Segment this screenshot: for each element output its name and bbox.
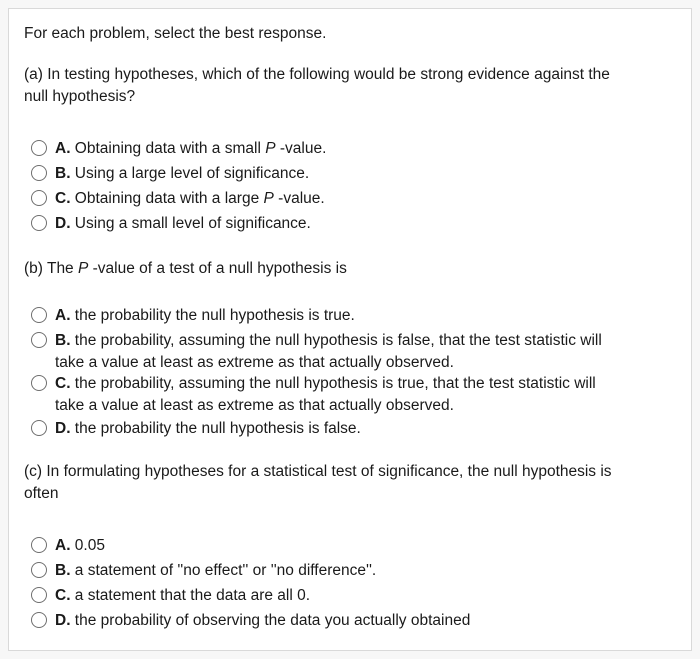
radio-button[interactable]: [31, 190, 47, 206]
radio-button[interactable]: [31, 612, 47, 628]
option-letter: C.: [55, 587, 71, 604]
radio-button[interactable]: [31, 537, 47, 553]
option-text: 0.05: [70, 537, 105, 554]
option-text: a statement of ''no effect'' or ''no difference''.: [70, 562, 377, 579]
instructions: For each problem, select the best response.: [24, 25, 327, 42]
option-text-line-2: take a value at least as extreme as that actually observed.: [55, 397, 454, 414]
option-letter: C.: [55, 375, 71, 392]
radio-button[interactable]: [31, 375, 47, 391]
option-letter: A.: [55, 140, 71, 157]
option-text: the probability, assuming the null hypothesis is true, that the test statistic will: [70, 375, 596, 392]
stem-text: -value of a test of a null hypothesis is: [88, 260, 347, 277]
option-text: Using a small level of significance.: [70, 215, 311, 232]
option-text: the probability, assuming the null hypothesis is false, that the test statistic will: [70, 332, 602, 349]
option-text-line-2: take a value at least as extreme as that actually observed.: [55, 354, 454, 371]
option-letter: B.: [55, 562, 71, 579]
option-letter: D.: [55, 215, 71, 232]
option-text: a statement that the data are all 0.: [70, 587, 311, 604]
question-card: [8, 8, 692, 651]
radio-button[interactable]: [31, 165, 47, 181]
option-letter: D.: [55, 420, 71, 437]
radio-button[interactable]: [31, 562, 47, 578]
option-text: the probability the null hypothesis is true.: [70, 307, 355, 324]
question-c-stem-line-1: (c) In formulating hypotheses for a statistical test of significance, the null hypothesis is: [24, 463, 612, 480]
option-text: the probability of observing the data you actually obtained: [70, 612, 471, 629]
option-text: Obtaining data with a small: [70, 140, 266, 157]
option-text: the probability the null hypothesis is false.: [70, 420, 361, 437]
radio-button[interactable]: [31, 587, 47, 603]
question-c-stem-line-2: often: [24, 485, 59, 502]
question-a-stem-line-1: (a) In testing hypotheses, which of the following would be strong evidence against the: [24, 66, 610, 83]
option-letter: A.: [55, 537, 71, 554]
question-c-stem: [24, 461, 612, 505]
option-letter: C.: [55, 190, 71, 207]
option-text: Obtaining data with a large: [70, 190, 264, 207]
radio-button[interactable]: [31, 332, 47, 348]
option-letter: D.: [55, 612, 71, 629]
stem-text: (b) The: [24, 260, 78, 277]
option-letter: B.: [55, 165, 71, 182]
radio-button[interactable]: [31, 420, 47, 436]
question-a-stem: [24, 64, 610, 108]
p-symbol: P: [263, 190, 274, 207]
option-letter: A.: [55, 307, 71, 324]
radio-button[interactable]: [31, 215, 47, 231]
question-a-stem-line-2: null hypothesis?: [24, 88, 136, 105]
option-text: -value.: [275, 140, 327, 157]
p-symbol: P: [265, 140, 276, 157]
radio-button[interactable]: [31, 307, 47, 323]
option-text: Using a large level of significance.: [70, 165, 310, 182]
question-b-stem: [24, 258, 347, 280]
p-symbol: P: [78, 260, 89, 277]
option-letter: B.: [55, 332, 71, 349]
radio-button[interactable]: [31, 140, 47, 156]
option-text: -value.: [273, 190, 325, 207]
